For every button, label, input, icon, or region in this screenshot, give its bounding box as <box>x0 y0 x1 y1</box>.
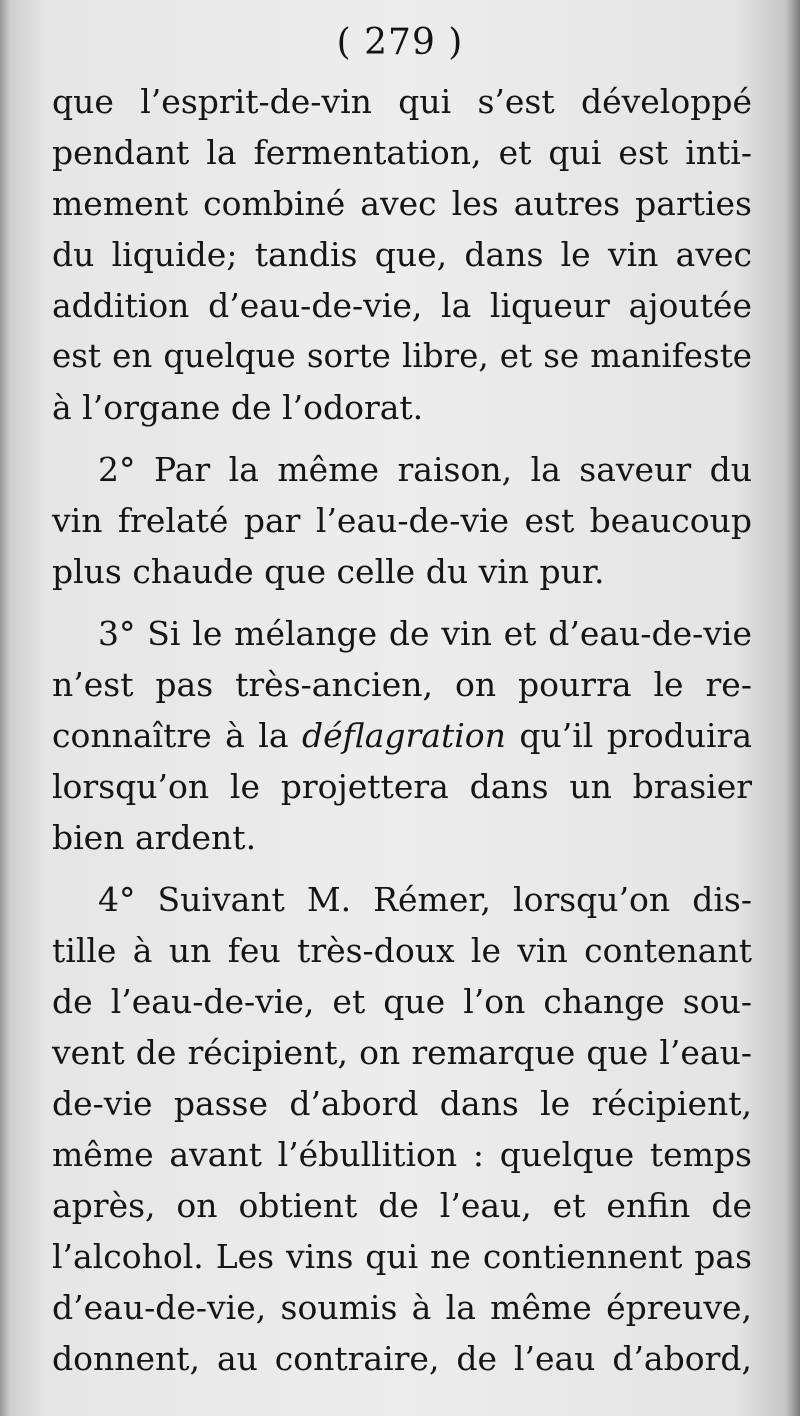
body-text <box>52 76 752 1384</box>
text-line: à l’organe de l’odorat. <box>52 388 424 427</box>
text-line: est en quelque sorte libre, et se manifeste <box>52 337 752 375</box>
text-line: après, on obtient de l’eau, et enfin de <box>52 1186 752 1225</box>
text-line-with-italic <box>52 710 752 761</box>
text-line: l’alcohol. Les vins qui ne contiennent pas <box>52 1237 752 1276</box>
text-line: vin frelaté par l’eau-de-vie est beaucoup <box>52 501 752 540</box>
text-line: donnent, au contraire, de l’eau d’abord, <box>52 1339 752 1378</box>
page-number: ( 279 ) <box>336 22 464 63</box>
italic-word: déflagration <box>302 716 506 755</box>
paragraph-2 <box>52 444 752 597</box>
text-line: 4° Suivant M. Rémer, lorsqu’on dis- <box>98 880 752 919</box>
text-line: que l’esprit-de-vin qui s’est développé <box>52 82 752 121</box>
text-segment: qu’il produira <box>505 716 752 755</box>
paragraph-1 <box>52 76 752 433</box>
text-line: lorsqu’on le projettera dans un brasier <box>52 767 752 806</box>
text-line: addition d’eau-de-vie, la liqueur ajoutée <box>52 286 752 325</box>
text-line: 2° Par la même raison, la saveur du <box>98 450 752 489</box>
text-line: de-vie passe d’abord dans le récipient, <box>52 1084 752 1123</box>
page-edge-right <box>786 0 800 1416</box>
text-line: n’est pas très-ancien, on pourra le re- <box>52 665 752 704</box>
text-segment: connaître à la <box>52 716 303 755</box>
text-line: mement combiné avec les autres parties <box>52 184 752 223</box>
text-line: bien ardent. <box>52 818 257 857</box>
paragraph-3 <box>52 608 752 863</box>
text-line: vent de récipient, on remarque que l’eau- <box>52 1033 752 1072</box>
text-line: du liquide; tandis que, dans le vin avec <box>52 235 752 274</box>
text-line: tille à un feu très-doux le vin contenant <box>52 931 752 970</box>
page-edge-left <box>0 0 10 1416</box>
text-line: 3° Si le mélange de vin et d’eau-de-vie <box>98 614 752 653</box>
text-line: plus chaude que celle du vin pur. <box>52 552 605 591</box>
text-line: de l’eau-de-vie, et que l’on change sou- <box>52 982 752 1021</box>
paragraph-4 <box>52 874 752 1384</box>
text-line: d’eau-de-vie, soumis à la même épreuve, <box>52 1288 752 1327</box>
text-line: même avant l’ébullition : quelque temps <box>52 1135 752 1174</box>
text-line: pendant la fermentation, et qui est inti- <box>52 133 752 172</box>
